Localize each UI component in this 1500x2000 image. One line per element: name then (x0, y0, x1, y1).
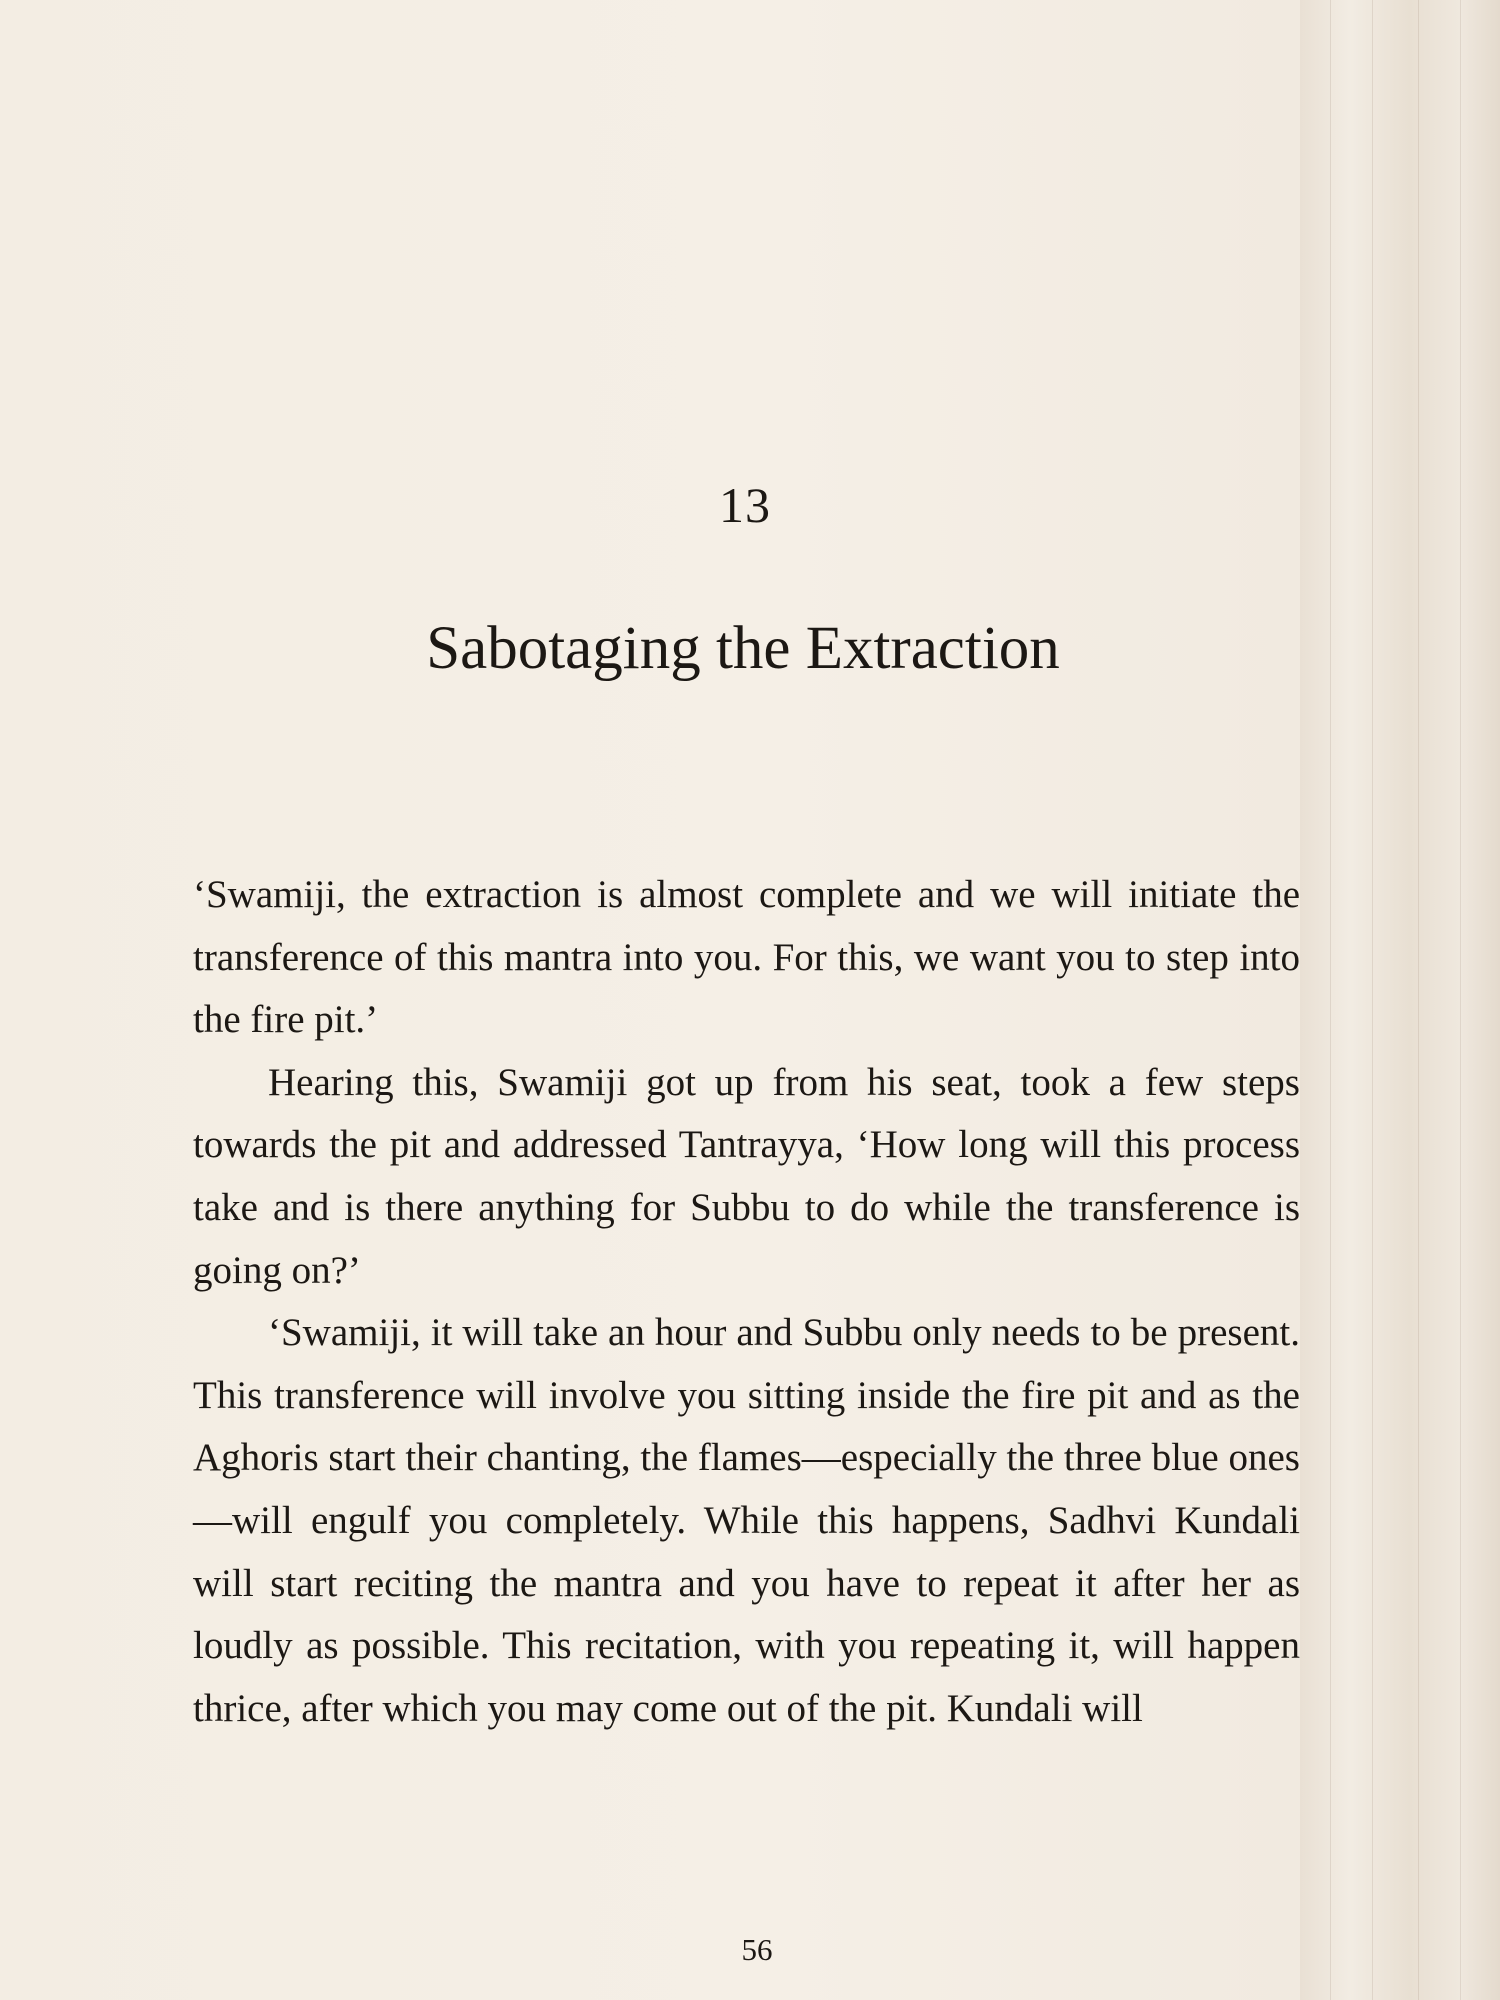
paragraph: Hearing this, Swamiji got up from his seat, took a few steps towards the pit and addressed Tantrayya, ‘How long will this process take and is there anything for Subbu to do while the transference is going on?’ (193, 1060, 1300, 1292)
page-edge (1300, 0, 1500, 2000)
chapter-number: 13 (719, 477, 771, 533)
page-number: 56 (741, 1932, 773, 1967)
paragraph: ‘Swamiji, it will take an hour and Subbu only needs to be present. This transference will involve you sitting inside the fire pit and as the Aghoris start their chanting, the flames—especially the three blue ones—will engulf you completely. While this happens, Sadhvi Kundali will start reciting the mantra and you have to repeat it after her as loudly as possible. This recitation, with you repeating it, will happen thrice, after which you may come out of the pit. Kundali will (193, 1311, 1300, 1730)
edge-line (1418, 0, 1419, 2000)
paragraph: ‘Swamiji, the extraction is almost complete and we will initiate the transference of this mantra into you. For this, we want you to step into the fire pit.’ (193, 873, 1300, 1042)
chapter-body (193, 864, 1300, 1740)
chapter-title: Sabotaging the Extraction (426, 615, 1060, 682)
edge-line (1460, 0, 1461, 2000)
edge-line (1372, 0, 1373, 2000)
edge-line (1330, 0, 1331, 2000)
